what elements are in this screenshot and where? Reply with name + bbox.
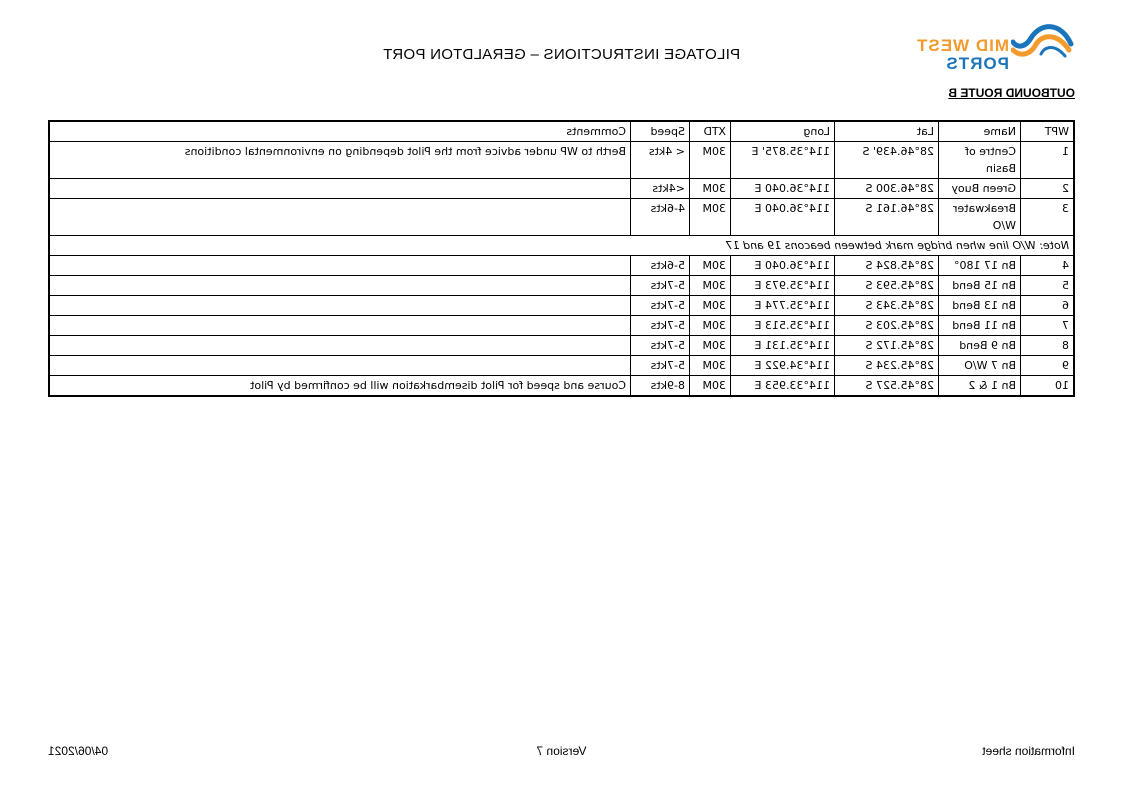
cell-long: 114°36.040 E [731, 199, 835, 236]
cell-comments [49, 179, 631, 199]
cell-xtd: 30M [690, 356, 731, 376]
cell-wpt: 9 [1021, 356, 1075, 376]
cell-wpt: 1 [1021, 142, 1075, 179]
cell-speed: 8-9kts [631, 376, 690, 397]
cell-lat: 28°45.203 S [835, 316, 939, 336]
cell-xtd: 30M [690, 376, 731, 397]
cell-speed: 5-7kts [631, 316, 690, 336]
cell-wpt: 3 [1021, 199, 1075, 236]
table-row [49, 199, 1074, 236]
col-wpt: WPT [1021, 121, 1075, 142]
table-row [49, 356, 1074, 376]
cell-speed: 5-7kts [631, 276, 690, 296]
cell-comments: Course and speed for Pilot disembarkation will be confirmed by Pilot [49, 376, 631, 397]
footer-version: Version 7 [536, 744, 587, 758]
cell-speed: < 4kts [631, 142, 690, 179]
waypoint-table [48, 120, 1075, 397]
cell-comments [49, 276, 631, 296]
cell-name: Bn 7 W/O [939, 356, 1021, 376]
table-row [49, 376, 1074, 397]
footer-info-sheet: Information sheet [982, 744, 1075, 758]
table-row [49, 142, 1074, 179]
cell-speed: 5-6kts [631, 256, 690, 276]
cell-comments: Berth to WP under advice from the Pilot depending on environmental conditions [49, 142, 631, 179]
cell-lat: 28°45.234 S [835, 356, 939, 376]
cell-lat: 28°46.161 S [835, 199, 939, 236]
table-row [49, 296, 1074, 316]
cell-name: Bn 15 Bend [939, 276, 1021, 296]
cell-xtd: 30M [690, 276, 731, 296]
table-row [49, 256, 1074, 276]
cell-lat: 28°45.824 S [835, 256, 939, 276]
table-row [49, 316, 1074, 336]
cell-wpt: 5 [1021, 276, 1075, 296]
note-cell: Note: W/O line when bridge mark between beacons 19 and 17 [49, 236, 1074, 256]
col-xtd: XTD [690, 121, 731, 142]
cell-comments [49, 256, 631, 276]
table-row [49, 179, 1074, 199]
cell-lat: 28°45.172 S [835, 336, 939, 356]
cell-name: Centre of Basin [939, 142, 1021, 179]
table-row [49, 276, 1074, 296]
cell-xtd: 30M [690, 256, 731, 276]
cell-long: 114°33.953 E [731, 376, 835, 397]
col-speed: Speed [631, 121, 690, 142]
col-name: Name [939, 121, 1021, 142]
cell-long: 114°35.973 E [731, 276, 835, 296]
cell-speed: 5-7kts [631, 336, 690, 356]
document-title: PILOTAGE INSTRUCTIONS – GERALDTON PORT [382, 46, 741, 63]
route-heading: OUTBOUND ROUTE B [948, 86, 1075, 100]
table-header-row [49, 121, 1074, 142]
cell-name: Bn 9 Bend [939, 336, 1021, 356]
cell-xtd: 30M [690, 179, 731, 199]
cell-wpt: 10 [1021, 376, 1075, 397]
logo-text-ports: PORTS [945, 54, 1009, 73]
cell-comments [49, 199, 631, 236]
cell-name: Bn 11 Bend [939, 316, 1021, 336]
cell-name: Bn 17 180° [939, 256, 1021, 276]
col-lat: Lat [835, 121, 939, 142]
table-row [49, 336, 1074, 356]
cell-name: Bn 13 Bend [939, 296, 1021, 316]
cell-comments [49, 336, 631, 356]
cell-wpt: 2 [1021, 179, 1075, 199]
cell-lat: 28°45.593 S [835, 276, 939, 296]
cell-long: 114°35.513 E [731, 316, 835, 336]
cell-wpt: 7 [1021, 316, 1075, 336]
cell-xtd: 30M [690, 336, 731, 356]
cell-long: 114°36.040 E [731, 179, 835, 199]
cell-comments [49, 296, 631, 316]
cell-long: 114°34.922 E [731, 356, 835, 376]
cell-lat: 28°46.439' S [835, 142, 939, 179]
footer-date: 04/06/2021 [48, 744, 109, 758]
cell-name: Breakwater W/O [939, 199, 1021, 236]
cell-long: 114°35.774 E [731, 296, 835, 316]
cell-xtd: 30M [690, 199, 731, 236]
cell-wpt: 6 [1021, 296, 1075, 316]
cell-speed: <4kts [631, 179, 690, 199]
col-long: Long [731, 121, 835, 142]
cell-xtd: 30M [690, 296, 731, 316]
cell-speed: 5-7kts [631, 296, 690, 316]
cell-long: 114°35.131 E [731, 336, 835, 356]
note-row [49, 236, 1074, 256]
cell-xtd: 30M [690, 316, 731, 336]
logo-text-mid-west: MID WEST [916, 36, 1009, 55]
cell-lat: 28°45.343 S [835, 296, 939, 316]
cell-lat: 28°45.527 S [835, 376, 939, 397]
col-comments: Comments [49, 121, 631, 142]
cell-wpt: 8 [1021, 336, 1075, 356]
cell-long: 114°36.040 E [731, 256, 835, 276]
cell-comments [49, 356, 631, 376]
cell-wpt: 4 [1021, 256, 1075, 276]
cell-speed: 5-7kts [631, 356, 690, 376]
cell-lat: 28°46.300 S [835, 179, 939, 199]
cell-name: Green Buoy [939, 179, 1021, 199]
cell-xtd: 30M [690, 142, 731, 179]
cell-speed: 4-6kts [631, 199, 690, 236]
cell-long: 114°35.875' E [731, 142, 835, 179]
cell-comments [49, 316, 631, 336]
cell-name: Bn 1 & 2 [939, 376, 1021, 397]
